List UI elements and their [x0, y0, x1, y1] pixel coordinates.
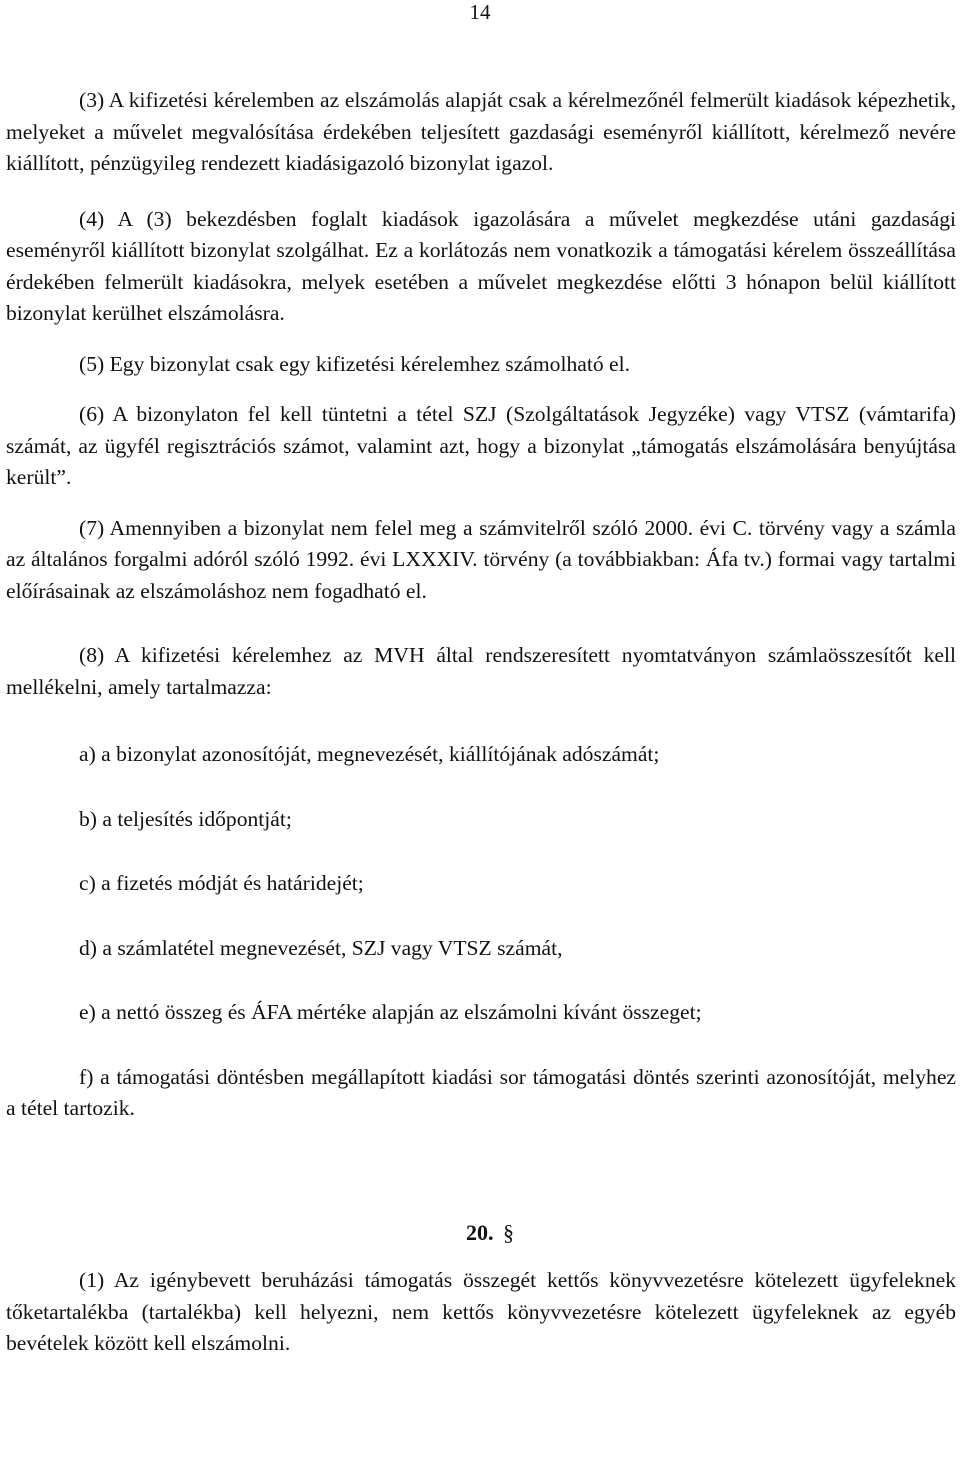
document-body — [6, 85, 956, 1360]
list-item-f: f) a támogatási döntésben megállapított kiadási sor támogatási döntés szerinti azonosítóját, melyhez a tétel tartozik. — [6, 1064, 956, 1120]
paragraph-7: (7) Amennyiben a bizonylat nem felel meg a számvitelről szóló 2000. évi C. törvény vagy a számla az általános forgalmi adóról szóló 1992. évi LXXXIV. törvény (a továbbiakban: Áfa tv.) formai vagy tartalmi előírásainak az elszámoláshoz nem fogadható el. — [6, 515, 956, 603]
list-item-d: d) a számlatétel megnevezését, SZJ vagy VTSZ számát, — [79, 935, 563, 960]
list-item-a: a) a bizonylat azonosítóját, megnevezését, kiállítójának adószámát; — [79, 742, 660, 766]
paragraph-3: (3) A kifizetési kérelemben az elszámolás alapját csak a kérelmezőnél felmerült kiadások képezhetik, melyeket a művelet megvalósítása érdekében teljesített gazdasági eseményről kiállított, kérelmező nevére kiállított, pénzügyileg rendezett kiadásigazoló bizonylat igazol. — [6, 88, 956, 175]
section-number: 20. — [466, 1219, 494, 1245]
paragraph-8: (8) A kifizetési kérelemhez az MVH által rendszeresített nyomtatványon számlaösszesítőt kell mellékelni, amely tartalmazza: — [6, 643, 956, 699]
paragraph-5: (5) Egy bizonylat csak egy kifizetési kérelemhez számolható el. — [79, 351, 631, 376]
list-item-e: e) a nettó összeg és ÁFA mértéke alapján az elszámolni kívánt összeget; — [79, 1000, 702, 1024]
section-paragraph-1: (1) Az igénybevett beruházási támogatás összegét kettős könyvvezetésre kötelezett ügyfeleknek tőketartalékba (tartalékba) kell helyezni, nem kettős könyvvezetésre kötelezett ügyfeleknek az egyéb bevételek között kell elszámolni. — [6, 1268, 956, 1355]
section-heading — [6, 1217, 956, 1249]
paragraph-6: (6) A bizonylaton fel kell tüntetni a tétel SZJ (Szolgáltatások Jegyzéke) vagy VTSZ (vámtarifa) számát, az ügyfél regisztrációs számot, valamint azt, hogy a bizonylat „támogatás elszámolására benyújtása került”. — [6, 402, 956, 489]
list-item-b: b) a teljesítés időpontját; — [79, 806, 292, 831]
list-item-c: c) a fizetés módját és határidejét; — [79, 871, 364, 895]
paragraph-4: (4) A (3) bekezdésben foglalt kiadások igazolására a művelet megkezdése utáni gazdasági eseményről kiállított bizonylat szolgálhat. Ez a korlátozás nem vonatkozik a támogatási kérelem összeállítása érdekében felmerült kiadásokra, melyek esetében a művelet megkezdése előtti 3 hónapon belül kiállított bizonylat kerülhet elszámolásra. — [6, 206, 956, 325]
section-sign: § — [503, 1219, 514, 1245]
page-number: 14 — [469, 0, 491, 24]
